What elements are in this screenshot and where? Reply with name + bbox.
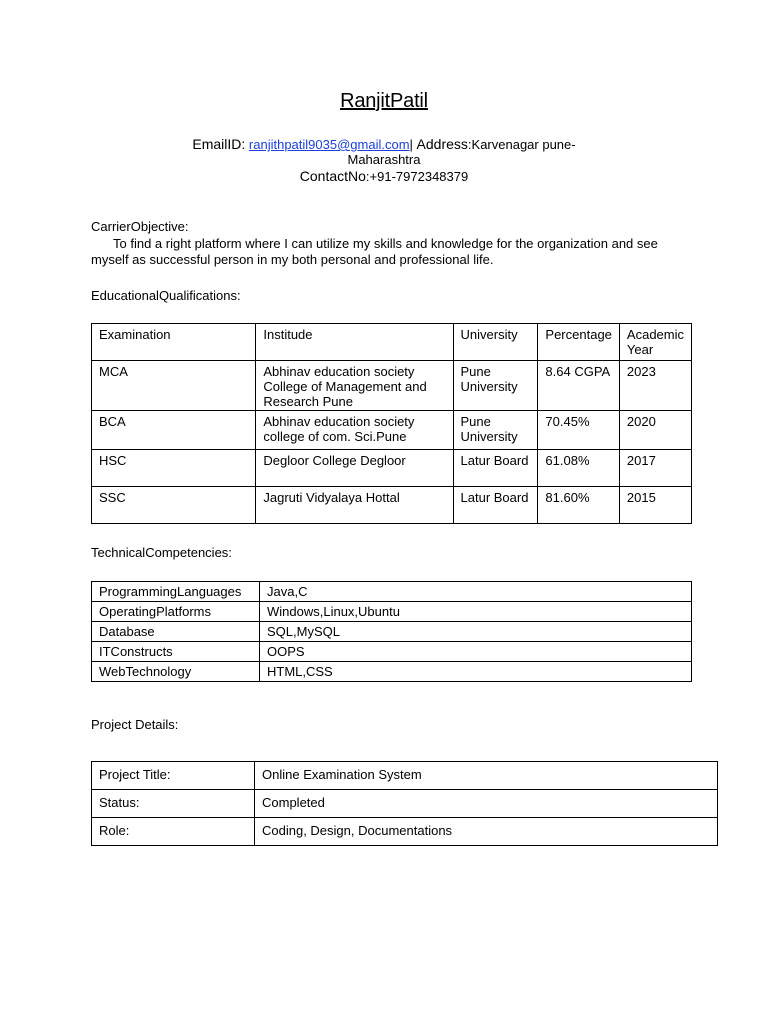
table-cell: Abhinav education society College of Management and Research Pune xyxy=(256,361,453,411)
table-header-cell: Academic Year xyxy=(619,324,691,361)
table-cell: 61.08% xyxy=(538,450,620,487)
table-row xyxy=(92,818,718,846)
table-cell-key: Role: xyxy=(92,818,255,846)
table-row xyxy=(92,361,692,411)
education-table xyxy=(91,323,692,524)
address-line-1: :Karvenagar pune- xyxy=(467,137,576,152)
table-cell: Pune University xyxy=(453,361,538,411)
email-link[interactable]: ranjithpatil9035@gmail.com xyxy=(248,137,410,152)
technical-table xyxy=(91,581,692,682)
project-table xyxy=(91,761,718,846)
table-cell-value: HTML,CSS xyxy=(260,662,692,682)
table-cell: 2015 xyxy=(619,487,691,524)
table-row xyxy=(92,790,718,818)
table-header-cell: Examination xyxy=(92,324,256,361)
table-row xyxy=(92,642,692,662)
table-cell-value: OOPS xyxy=(260,642,692,662)
table-row xyxy=(92,622,692,642)
table-cell-key: WebTechnology xyxy=(92,662,260,682)
technical-title: TechnicalCompetencies: xyxy=(91,545,232,560)
address-label: Address xyxy=(416,136,468,152)
table-cell-key: OperatingPlatforms xyxy=(92,602,260,622)
contact-label: ContactNo xyxy=(299,168,366,184)
table-cell: Pune University xyxy=(453,411,538,450)
table-cell: 2017 xyxy=(619,450,691,487)
table-row xyxy=(92,411,692,450)
table-row xyxy=(92,662,692,682)
table-cell: Abhinav education society college of com. Sci.Pune xyxy=(256,411,453,450)
contact-value: :+91-7972348379 xyxy=(365,169,469,184)
table-header-cell: University xyxy=(453,324,538,361)
table-cell-key: Status: xyxy=(92,790,255,818)
table-cell-value: Completed xyxy=(255,790,718,818)
resume-name: RanjitPatil xyxy=(340,90,428,112)
separator: | xyxy=(409,137,413,152)
table-cell-value: Windows,Linux,Ubuntu xyxy=(260,602,692,622)
table-cell-key: Project Title: xyxy=(92,762,255,790)
table-cell: 2020 xyxy=(619,411,691,450)
table-cell-value: SQL,MySQL xyxy=(260,622,692,642)
table-row xyxy=(92,602,692,622)
table-cell: Degloor College Degloor xyxy=(256,450,453,487)
table-cell: Latur Board xyxy=(453,450,538,487)
table-cell: 81.60% xyxy=(538,487,620,524)
table-cell: 8.64 CGPA xyxy=(538,361,620,411)
table-header-cell: Percentage xyxy=(538,324,620,361)
table-row xyxy=(92,487,692,524)
table-header-cell: Institude xyxy=(256,324,453,361)
table-cell-value: Coding, Design, Documentations xyxy=(255,818,718,846)
contact-line-phone xyxy=(0,168,768,184)
table-cell: MCA xyxy=(92,361,256,411)
education-title: EducationalQualifications: xyxy=(91,288,241,303)
table-cell: BCA xyxy=(92,411,256,450)
table-cell-key: ProgrammingLanguages xyxy=(92,582,260,602)
table-cell: 70.45% xyxy=(538,411,620,450)
project-title: Project Details: xyxy=(91,717,179,732)
objective-title: CarrierObjective: xyxy=(91,219,189,234)
address-line-2: Maharashtra xyxy=(347,152,421,167)
table-header-row xyxy=(92,324,692,361)
contact-line-email-address xyxy=(0,136,768,152)
email-label: EmailID: xyxy=(192,136,246,152)
table-cell: SSC xyxy=(92,487,256,524)
table-row xyxy=(92,762,718,790)
table-row xyxy=(92,450,692,487)
table-cell: HSC xyxy=(92,450,256,487)
table-cell-value: Online Examination System xyxy=(255,762,718,790)
table-row xyxy=(92,582,692,602)
objective-text: To find a right platform where I can utilize my skills and knowledge for the organization and see myself as successful person in my both personal and professional life. xyxy=(91,236,658,267)
table-cell: Latur Board xyxy=(453,487,538,524)
table-cell-value: Java,C xyxy=(260,582,692,602)
table-cell: 2023 xyxy=(619,361,691,411)
table-cell: Jagruti Vidyalaya Hottal xyxy=(256,487,453,524)
table-cell-key: ITConstructs xyxy=(92,642,260,662)
table-cell-key: Database xyxy=(92,622,260,642)
